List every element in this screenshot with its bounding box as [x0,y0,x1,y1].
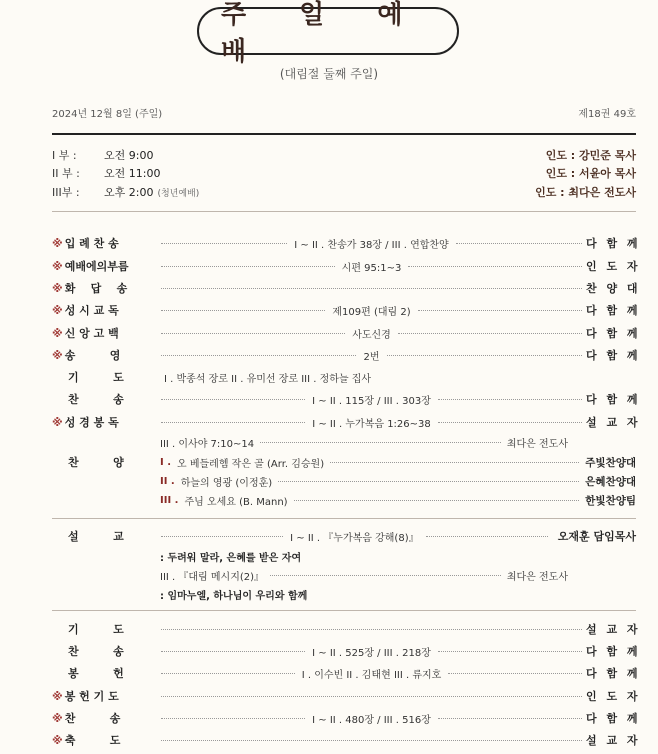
order-role: 다 함 께 [586,712,641,725]
issue-number: 제18권 49호 [578,109,636,120]
prayer-row [52,368,636,386]
choir-num: III . [160,494,179,506]
order-label: 송 영 [64,349,121,362]
scripture-sub-row [160,433,568,451]
order-row [52,324,641,342]
order-role: 설 교 자 [586,734,641,747]
standing-mark: ※ [52,282,63,295]
sermon-title: : 임마누엘, 하나님이 우리와 함께 [160,590,308,602]
order-row [52,731,641,749]
order-label: 찬 송 [64,712,121,725]
service-leader: 인도 : 서윤아 목사 [545,167,636,180]
service-leader: 인도 : 최다은 전도사 [535,186,636,199]
standing-mark: ※ [52,260,63,273]
order-role: 다 함 께 [586,304,641,317]
page-subtitle: (대림절 둘째 주일) [279,67,379,81]
service-time: 오후 2:00 [104,186,154,199]
sermon-row [52,527,636,545]
order-label: 봉 헌 기 도 [64,690,119,703]
choir-title: 주님 오세요 (B. Mann) [184,496,288,508]
order-content: I ~ II . 찬송가 38장 / III . 연합찬양 [291,236,451,251]
order-content: 사도신경 [349,326,394,341]
order-content: 2번 [360,348,382,363]
service-part: II 부 : [52,167,80,180]
order-row [52,279,641,297]
standing-mark: ※ [52,690,63,703]
service-part: I 부 : [52,149,77,162]
choir-item [160,472,636,490]
scripture-sub-reader: 최다은 전도사 [506,438,568,450]
order-row [52,301,641,319]
sermon-sub-row [160,566,568,584]
service-time: 오전 11:00 [104,167,161,180]
service-row-1 [52,146,636,164]
choir-group: 한빛찬양팀 [585,494,636,507]
order-row [52,709,641,727]
order-row [52,687,641,705]
order-content: I . 이수빈 II . 김태현 III . 류지호 [299,666,445,681]
order-label: 화 답 송 [64,282,128,295]
order-label: 찬 송 [68,645,124,658]
sermon-sub-text: III . 『대림 메시지(2)』 [160,571,265,583]
order-row [52,390,641,408]
service-note: (청년예배) [157,188,200,199]
sermon-title-2 [160,585,636,603]
order-label: 찬 송 [68,393,124,406]
section-divider [52,610,636,611]
section-divider [52,518,636,519]
choir-item [160,491,636,509]
order-content: I ~ II . 525장 / III . 218장 [309,644,434,659]
choir-num: II . [160,475,175,487]
service-leader: 인도 : 강민준 목사 [545,149,636,162]
order-label: 봉 헌 [68,667,124,680]
service-row-2 [52,164,636,182]
order-content: I ~ II . 115장 / III . 303장 [309,392,434,407]
order-role: 설 교 자 [586,623,641,636]
standing-mark: ※ [52,327,63,340]
order-row [52,257,641,275]
order-label: 예배에의부름 [64,260,129,273]
order-content: 제109편 (대림 2) [329,303,413,318]
order-row [52,346,641,364]
order-row [52,234,641,252]
order-row [52,664,641,682]
choir-num: I . [160,456,172,468]
choir-group: 주빛찬양대 [585,456,636,469]
order-label: 축 도 [64,734,121,747]
order-role: 인 도 자 [586,260,641,273]
standing-mark: ※ [52,734,63,747]
order-row [52,620,641,638]
order-label: 찬 양 [68,456,124,469]
order-content: I ~ II . 480장 / III . 516장 [309,711,434,726]
choir-item [160,453,636,471]
prayer-content: I . 박종석 장로 II . 유미선 장로 III . 정하늘 집사 [164,370,371,385]
order-content: I ~ II . 누가복음 1:26~38 [309,415,434,430]
standing-mark: ※ [52,416,63,429]
header-divider [52,133,636,135]
order-label: 기 도 [68,371,124,384]
standing-mark: ※ [52,349,63,362]
order-role: 다 함 께 [586,327,641,340]
scripture-sub-text: III . 이사야 7:10~14 [160,438,255,450]
order-label: 성 시 교 독 [64,304,119,317]
order-role: 다 함 께 [586,349,641,362]
order-role: 다 함 께 [586,237,641,250]
page-title: 주 일 예 배 [221,0,425,67]
service-date: 2024년 12월 8일 (주일) [52,109,163,120]
title-box [197,0,459,67]
choir-title: 하늘의 영광 (이정훈) [180,477,273,489]
order-label: 기 도 [68,623,124,636]
service-part: III부 : [52,186,80,199]
order-role: 다 함 께 [586,393,641,406]
service-time: 오전 9:00 [104,149,154,162]
standing-mark: ※ [52,304,63,317]
sermon-title: : 두려워 말라, 은혜를 받은 자여 [160,552,302,564]
sermon-sub-preacher: 최다은 전도사 [506,571,568,583]
service-row-3 [52,183,636,201]
order-role: 오재훈 담임목사 [557,530,636,543]
order-role: 인 도 자 [586,690,641,703]
order-role: 다 함 께 [586,645,641,658]
order-label: 신 앙 고 백 [64,327,119,340]
order-row [52,413,641,431]
choir-group: 은혜찬양대 [585,475,636,488]
order-role: 설 교 자 [586,416,641,429]
standing-mark: ※ [52,712,63,725]
order-label: 입 례 찬 송 [64,237,119,250]
order-role: 찬 양 대 [586,282,641,295]
section-divider [52,211,636,212]
order-row [52,642,641,660]
sermon-title-1 [160,547,636,565]
order-label: 성 경 봉 독 [64,416,119,429]
order-role: 다 함 께 [586,667,641,680]
order-content: I ~ II . 『누가복음 강해(8)』 [287,529,421,544]
choir-title: 오 베들레헴 작은 골 (Arr. 김승원) [177,458,325,470]
standing-mark: ※ [52,237,63,250]
order-label: 설 교 [68,530,124,543]
order-content: 시편 95:1~3 [339,259,405,274]
